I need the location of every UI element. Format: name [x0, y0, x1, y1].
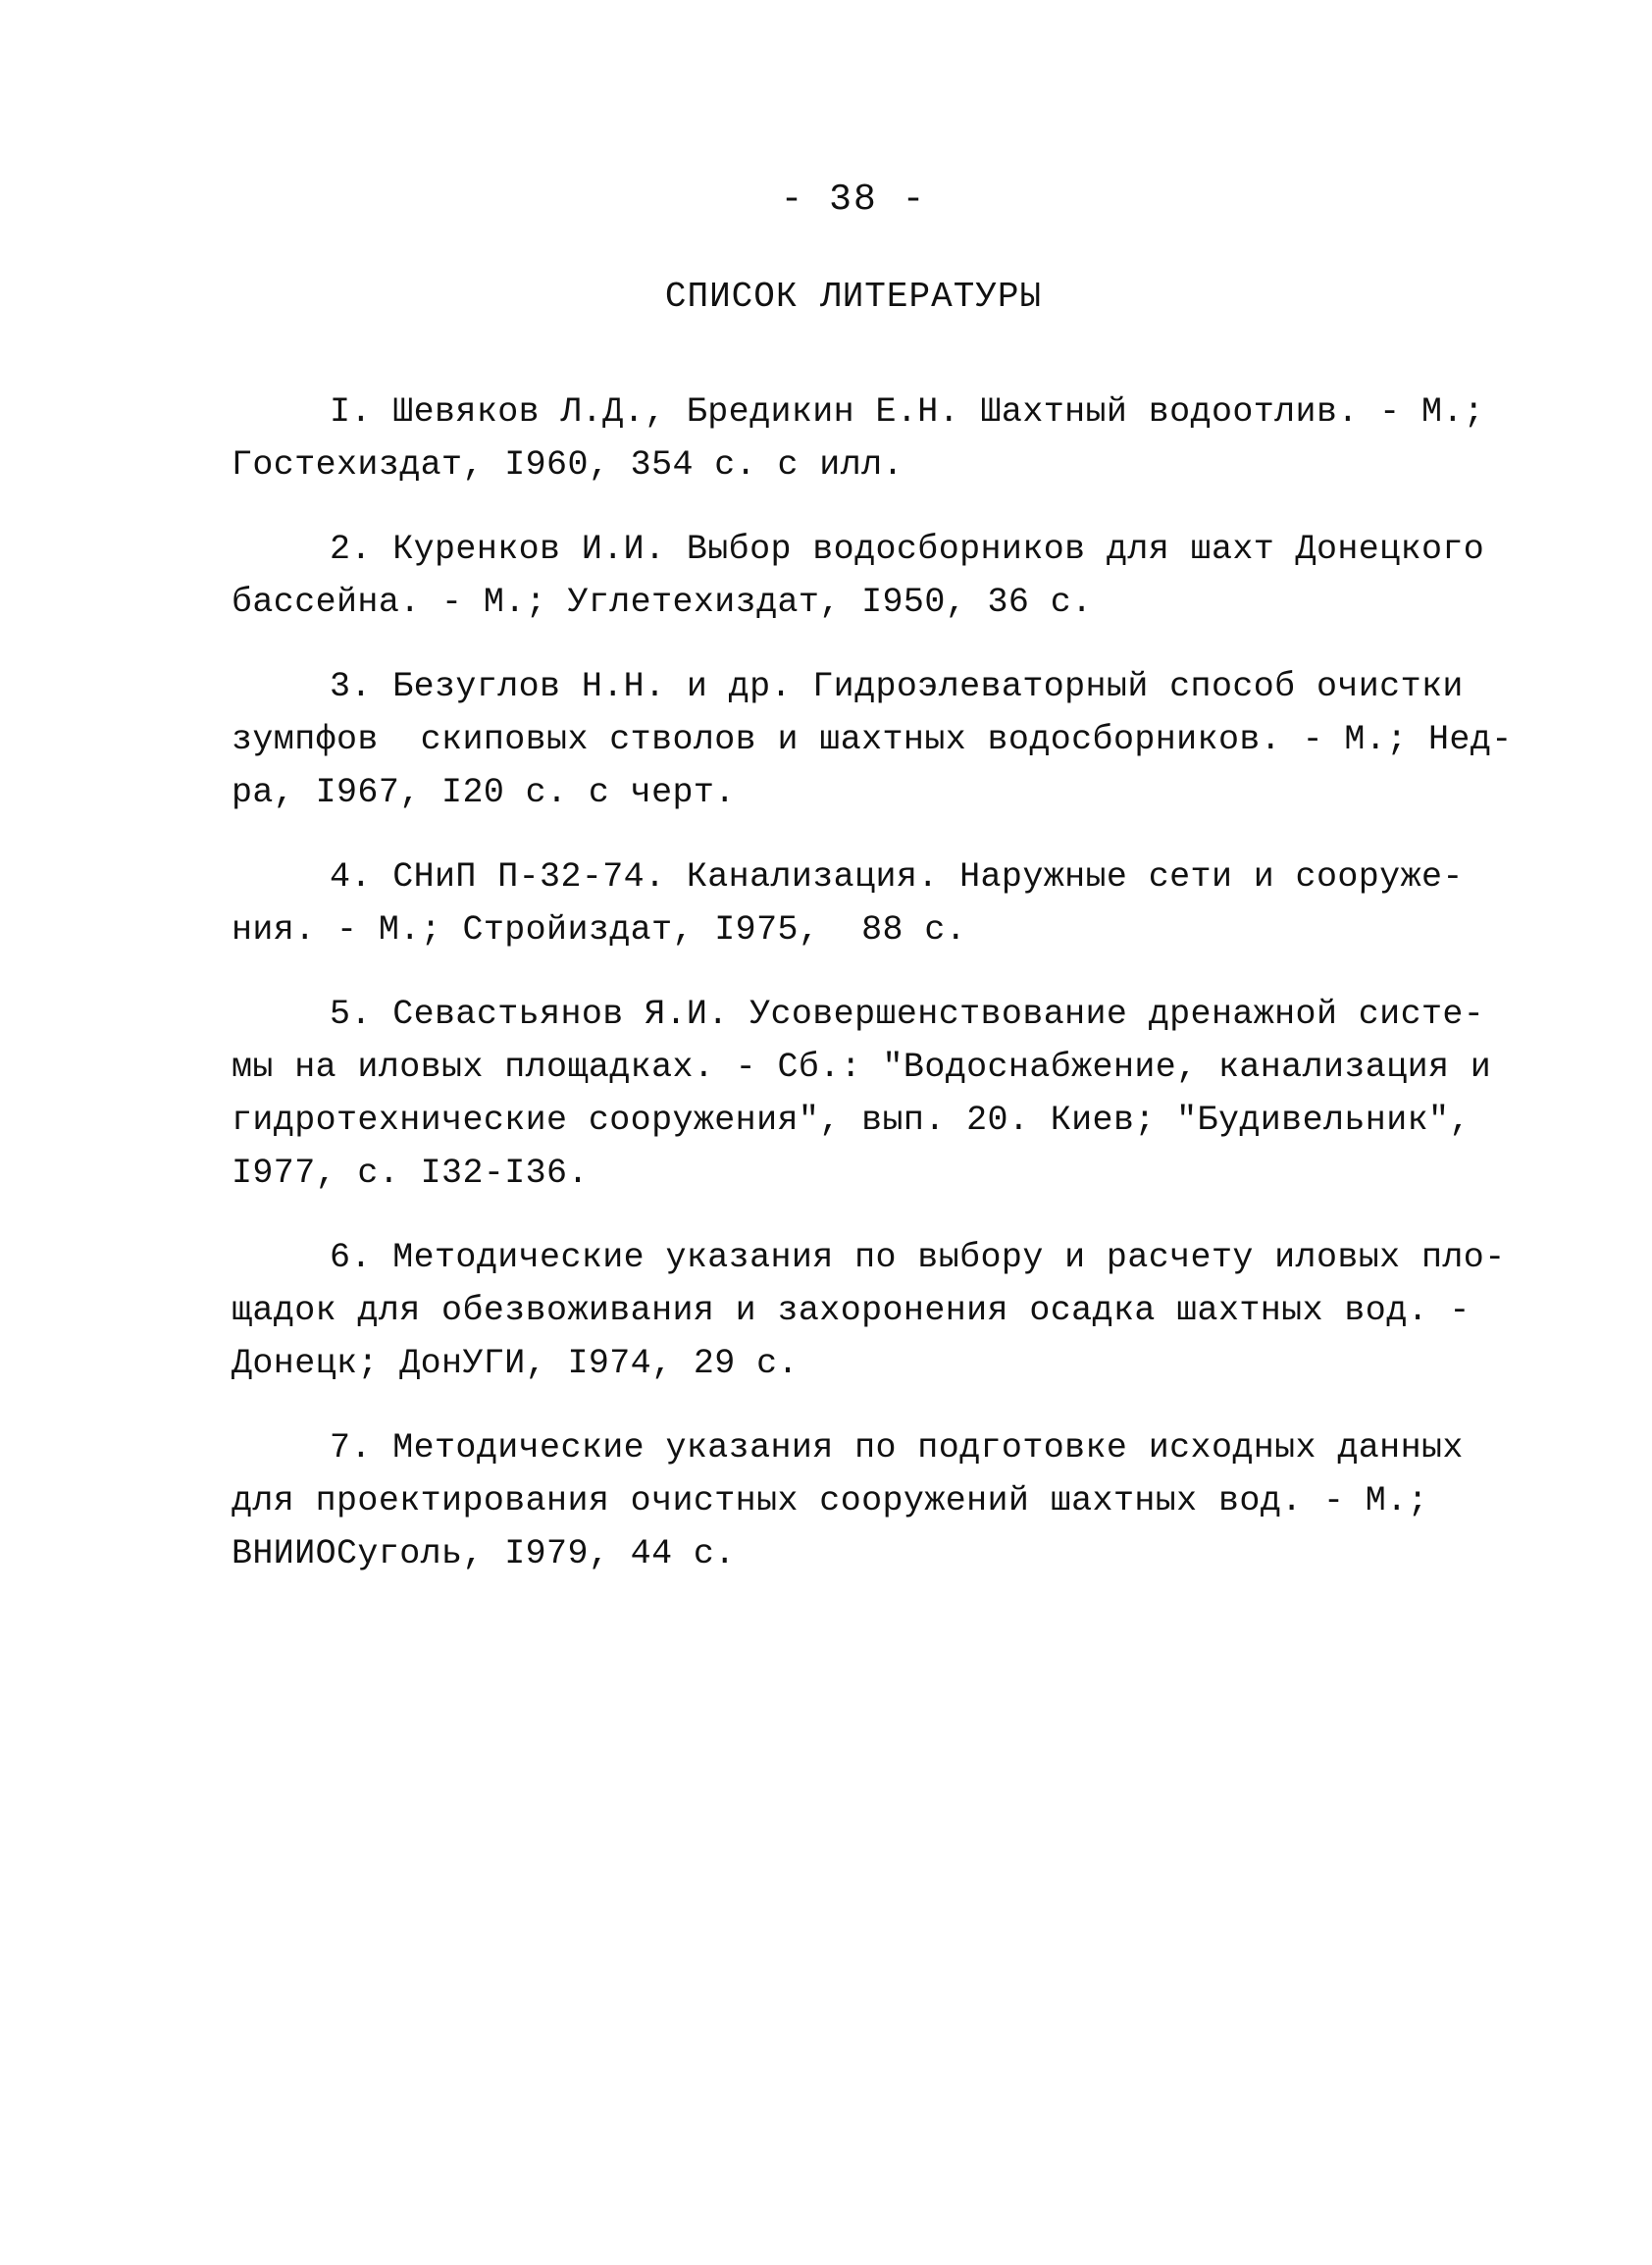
- reference-item: [232, 988, 1492, 1200]
- reference-line: зумпфов скиповых стволов и шахтных водосборников. - М.; Нед-: [232, 720, 1513, 759]
- reference-line: Гостехиздат, I960, 354 с. с илл.: [232, 445, 903, 485]
- reference-line: гидротехнические сооружения", вып. 20. Киев; "Будивельник",: [232, 1101, 1471, 1140]
- reference-line: ния. - М.; Стройиздат, I975, 88 с.: [232, 910, 967, 950]
- reference-line: 2. Куренков И.И. Выбор водосборников для шахт Донецкого: [330, 530, 1485, 569]
- reference-line: I977, с. I32-I36.: [232, 1154, 589, 1193]
- reference-item: [232, 1231, 1506, 1390]
- reference-line: ВНИИОСуголь, I979, 44 с.: [232, 1534, 736, 1573]
- reference-line: I. Шевяков Л.Д., Бредикин Е.Н. Шахтный водоотлив. - М.;: [330, 392, 1485, 432]
- reference-list: [232, 386, 1513, 1612]
- reference-item: [232, 386, 1485, 491]
- reference-line: 6. Методические указания по выбору и расчету иловых пло-: [330, 1238, 1506, 1277]
- reference-line: 4. СНиП П-32-74. Канализация. Наружные сети и сооруже-: [330, 857, 1464, 897]
- reference-line: ра, I967, I20 с. с черт.: [232, 773, 736, 812]
- reference-line: 5. Севастьянов Я.И. Усовершенствование дренажной систе-: [330, 995, 1485, 1034]
- reference-line: 3. Безуглов Н.Н. и др. Гидроэлеваторный способ очистки: [330, 667, 1464, 706]
- reference-item: [232, 850, 1468, 956]
- reference-line: бассейна. - М.; Углетехиздат, I950, 36 с.: [232, 583, 1093, 622]
- page-number: - 38 -: [780, 179, 927, 221]
- reference-item: [232, 1421, 1468, 1580]
- reference-item: [232, 660, 1513, 819]
- page-title: СПИСОК ЛИТЕРАТУРЫ: [664, 277, 1043, 317]
- reference-line: для проектирования очистных сооружений шахтных вод. - М.;: [232, 1481, 1428, 1520]
- reference-line: щадок для обезвоживания и захоронения осадка шахтных вод. -: [232, 1291, 1471, 1330]
- reference-line: мы на иловых площадках. - Сб.: "Водоснабжение, канализация и: [232, 1048, 1492, 1087]
- reference-line: 7. Методические указания по подготовке исходных данных: [330, 1428, 1464, 1467]
- reference-line: Донецк; ДонУГИ, I974, 29 с.: [232, 1344, 799, 1383]
- reference-item: [232, 523, 1485, 629]
